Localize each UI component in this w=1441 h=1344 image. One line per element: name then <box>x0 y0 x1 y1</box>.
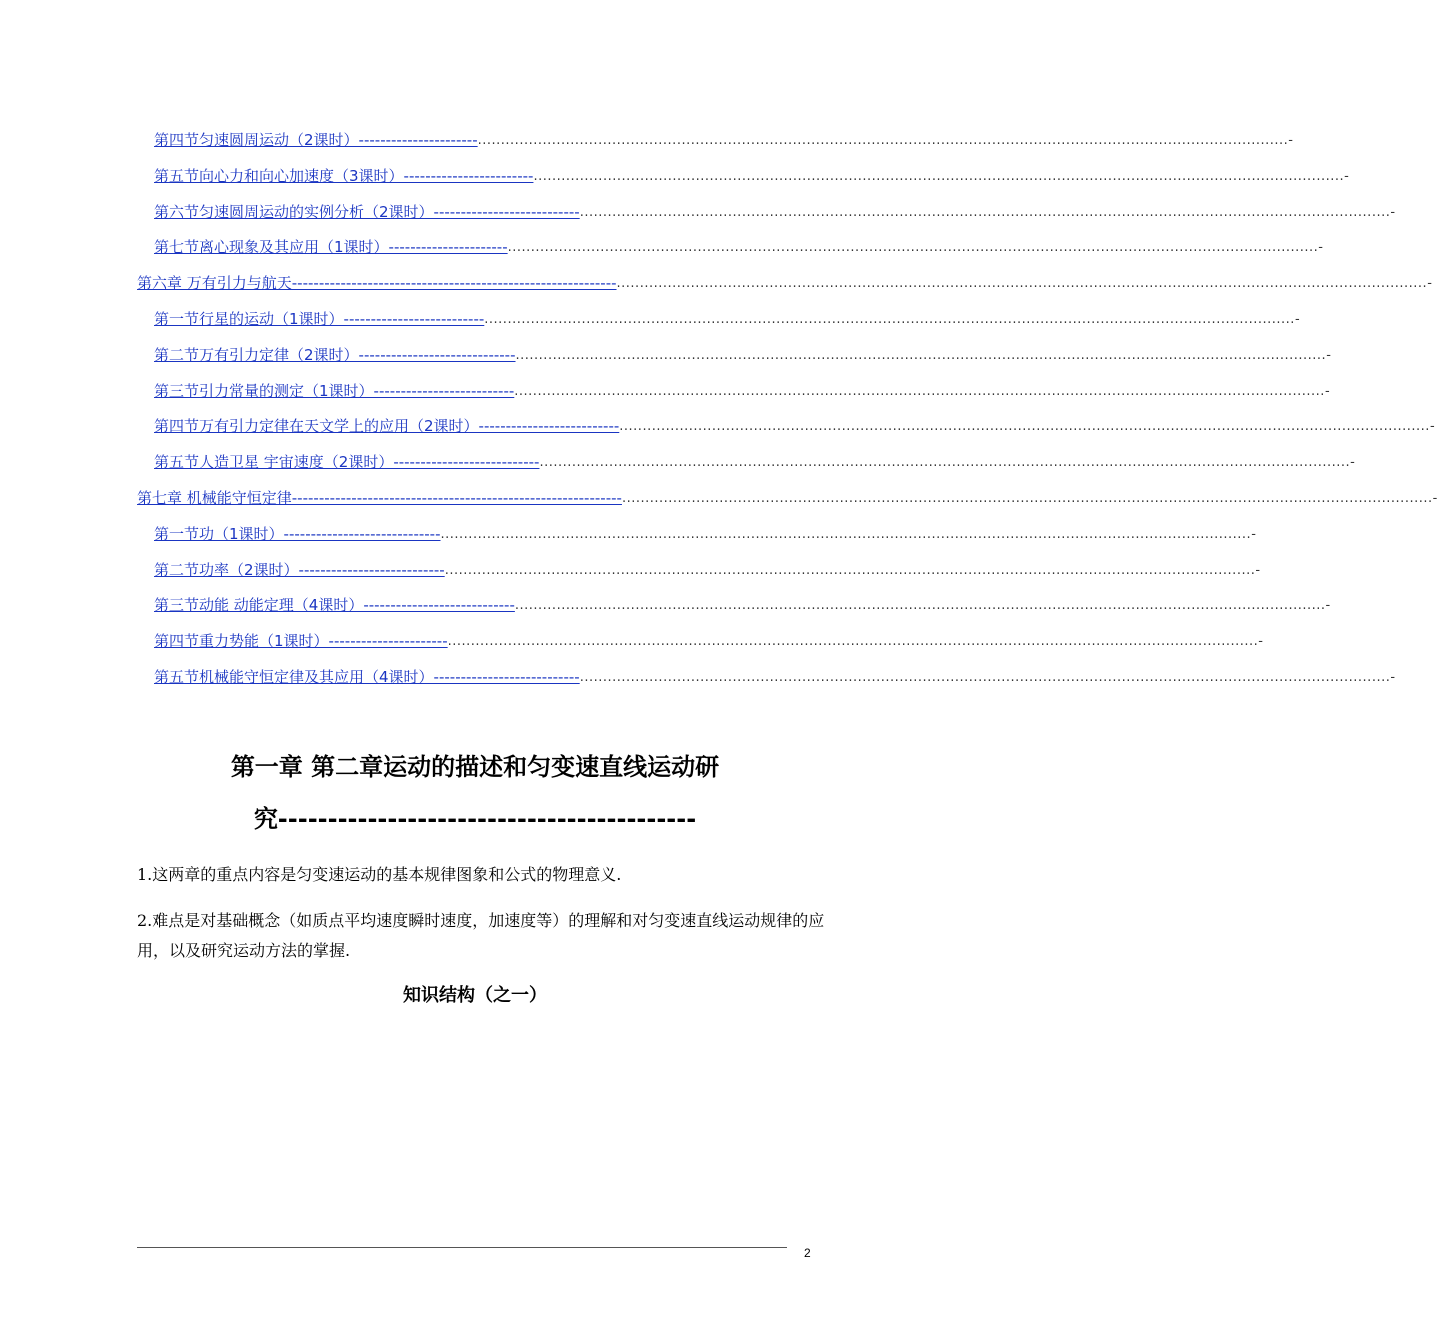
toc-link[interactable]: 第六节匀速圆周运动的实例分析（2课时）--------------------------- <box>154 202 580 221</box>
toc-leader-dots: ............................................................................................................................................................................... <box>440 526 1252 542</box>
toc-leader-dots: ............................................................................................................................................................................... <box>484 312 1295 327</box>
toc-leader-dots: ............................................................................................................................................................................... <box>477 133 1289 148</box>
toc-link[interactable]: 第五节人造卫星 宇宙速度（2课时）--------------------------- <box>154 453 540 472</box>
chapter-title-line1: 第一章 第二章运动的描述和匀变速直线运动研 <box>230 753 720 781</box>
toc-leader-dots: ............................................................................................................................................................................... <box>533 168 1345 184</box>
paragraph-difficulties: 2.难点是对基础概念（如质点平均速度瞬时速度，加速度等）的理解和对匀变速直线运动规律的应用，以及研究运动方法的掌握. <box>137 911 825 960</box>
toc-page-ref: - <box>1288 133 1293 148</box>
toc-section-entry <box>0 550 1261 580</box>
toc-chapter-entry <box>0 263 1432 293</box>
toc-link[interactable]: 第七章 机械能守恒定律------------------------------------------------------------- <box>137 489 622 507</box>
toc-link[interactable]: 第五节向心力和向心加速度（3课时）------------------------ <box>154 166 534 185</box>
toc-page-ref: - <box>1251 526 1256 542</box>
toc-section-entry <box>0 657 1396 687</box>
toc-link[interactable]: 第二节万有引力定律（2课时）----------------------------- <box>154 345 516 364</box>
toc-section-entry <box>0 227 1323 257</box>
toc-section-entry <box>0 585 1331 615</box>
toc-link[interactable]: 第一节功（1课时）----------------------------- <box>154 524 441 543</box>
toc-link[interactable]: 第二节功率（2课时）--------------------------- <box>154 560 445 579</box>
toc-leader-dots: ............................................................................................................................................................................... <box>515 347 1327 363</box>
toc-leader-dots: ............................................................................................................................................................................... <box>539 455 1351 471</box>
toc-page-ref: - <box>1318 240 1323 256</box>
toc-link[interactable]: 第三节动能 动能定理（4课时）---------------------------- <box>154 596 515 615</box>
paragraph-key-points: 1.这两章的重点内容是匀变速运动的基本规律图象和公式的物理意义. <box>137 865 622 884</box>
toc-link[interactable]: 第四节万有引力定律在天文学上的应用（2课时）-------------------------- <box>154 417 620 436</box>
toc-leader-dots: ............................................................................................................................................................................... <box>514 383 1325 399</box>
toc-link[interactable]: 第四节重力势能（1课时）---------------------- <box>154 632 448 651</box>
toc-section-entry <box>0 442 1355 472</box>
toc-leader-dots: ............................................................................................................................................................................... <box>444 562 1256 578</box>
toc-page-ref: - <box>1350 455 1355 471</box>
section-heading: 知识结构（之一） <box>403 985 547 1006</box>
toc-link[interactable]: 第五节机械能守恒定律及其应用（4课时）--------------------------- <box>154 668 580 686</box>
toc-leader-dots: ............................................................................................................................................................................... <box>579 670 1391 685</box>
toc-section-entry <box>0 335 1331 365</box>
toc-page-ref: - <box>1390 204 1396 220</box>
toc-page-ref: - <box>1294 312 1300 327</box>
toc-leader-dots: ............................................................................................................................................................................... <box>621 491 1433 506</box>
toc-section-entry <box>0 120 1293 150</box>
toc-link[interactable]: 第七节离心现象及其应用（1课时）---------------------- <box>154 238 508 257</box>
toc-page-ref: - <box>1390 670 1396 685</box>
toc-leader-dots: ............................................................................................................................................................................... <box>447 634 1259 650</box>
toc-section-entry <box>0 371 1330 401</box>
toc-section-entry <box>0 621 1263 651</box>
toc-section-entry <box>0 514 1256 544</box>
toc-page-ref: - <box>1429 419 1435 435</box>
toc-link[interactable]: 第一节行星的运动（1课时）-------------------------- <box>154 310 485 328</box>
toc-section-entry <box>0 156 1349 186</box>
toc-leader-dots: ............................................................................................................................................................................... <box>616 276 1428 292</box>
toc-leader-dots: ............................................................................................................................................................................... <box>579 204 1391 220</box>
chapter-title-line2: 究------------------------------------------ <box>253 805 697 833</box>
toc-link[interactable]: 第四节匀速圆周运动（2课时）---------------------- <box>154 131 478 149</box>
toc-page-ref: - <box>1255 562 1261 578</box>
toc-link[interactable]: 第三节引力常量的测定（1课时）-------------------------- <box>154 381 515 400</box>
toc-section-entry <box>0 406 1435 436</box>
toc-page-ref: - <box>1326 347 1331 363</box>
toc-section-entry <box>0 299 1300 329</box>
toc-section-entry <box>0 192 1396 222</box>
toc-page-ref: - <box>1325 598 1331 614</box>
toc-page-ref: - <box>1344 168 1349 184</box>
toc-page-ref: - <box>1427 276 1432 292</box>
page-number: 2 <box>804 1246 811 1260</box>
toc-leader-dots: ............................................................................................................................................................................... <box>514 598 1326 614</box>
toc-link[interactable]: 第六章 万有引力与航天------------------------------------------------------------ <box>137 274 617 293</box>
footer-divider <box>137 1247 787 1248</box>
toc-page-ref: - <box>1432 491 1438 506</box>
toc-leader-dots: ............................................................................................................................................................................... <box>507 240 1319 256</box>
toc-chapter-entry <box>0 478 1438 508</box>
toc-page-ref: - <box>1324 383 1330 399</box>
toc-page-ref: - <box>1258 634 1263 650</box>
toc-leader-dots: ............................................................................................................................................................................... <box>619 419 1430 435</box>
